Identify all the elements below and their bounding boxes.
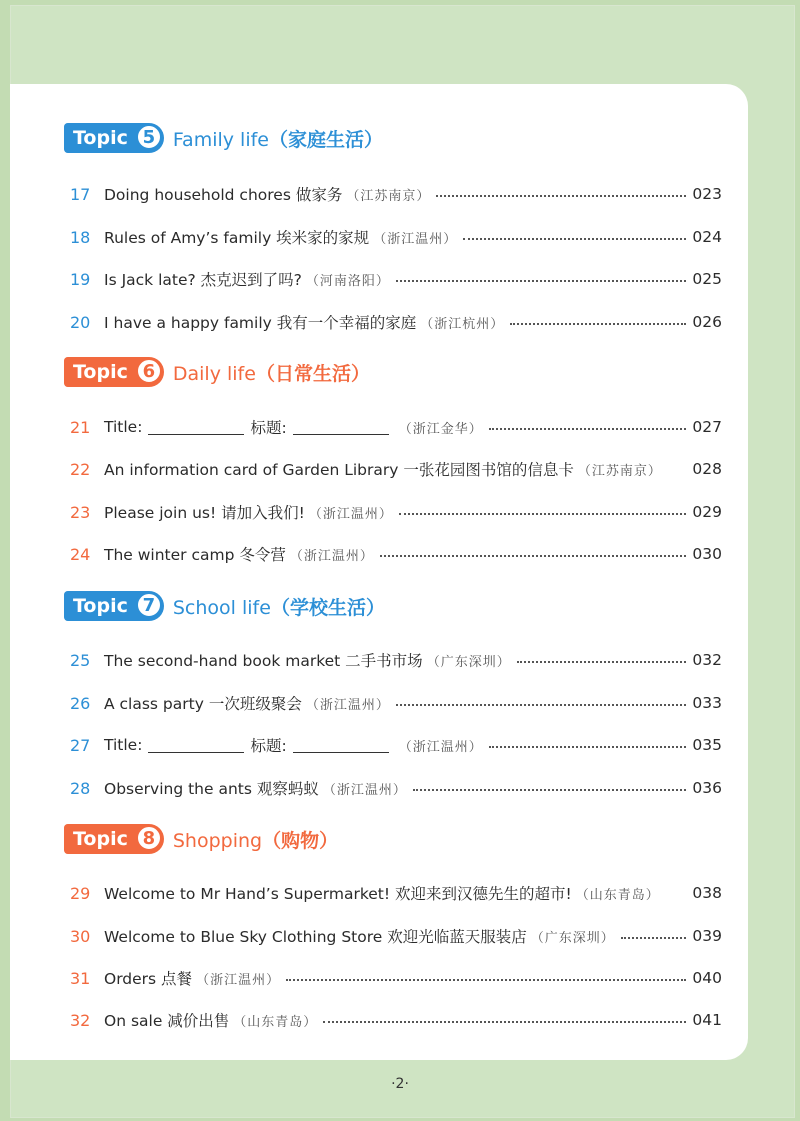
entry-location: （浙江温州） [289,548,374,564]
toc-entry-22[interactable] [70,456,722,482]
entry-title: Welcome to Mr Hand’s Supermarket! 欢迎来到汉德先生的超市! [104,885,572,903]
entry-number: 26 [70,693,91,713]
entry-location: （山东青岛） [233,1014,318,1030]
entry-location: （河南洛阳） [305,273,390,289]
entry-number: 21 [70,417,91,437]
entry-number: 24 [70,544,91,564]
topic-badge [64,591,164,621]
dot-leader [463,238,686,240]
toc-entry-29[interactable] [70,880,722,906]
toc-entry-17[interactable] [70,181,722,207]
entry-number: 20 [70,312,91,332]
entry-location: （浙江温州） [308,506,393,522]
topic-label: Topic [73,361,128,383]
toc-entry-27[interactable] [70,732,722,758]
topic-8-header [64,822,338,856]
dot-leader [489,746,687,748]
topic-title-en: Family life [172,128,269,151]
toc-entry-20[interactable] [70,309,722,335]
toc-entry-25[interactable] [70,647,722,673]
topic-title [173,125,383,152]
entry-title: A class party 一次班级聚会 [104,695,302,713]
title-blank-cn[interactable] [293,738,389,753]
entry-page: 024 [692,228,722,246]
entry-location: （浙江杭州） [420,316,505,332]
topic-6-header [64,355,370,389]
entry-title: Please join us! 请加入我们! [104,504,305,522]
entry-number: 28 [70,778,91,798]
dot-leader [489,428,687,430]
toc-entry-31[interactable] [70,965,722,991]
entry-page: 038 [692,884,722,902]
toc-entry-28[interactable] [70,775,722,801]
page-number: ·2· [391,1076,409,1092]
title-blank[interactable] [148,420,244,435]
entry-title-prefix-cn: 标题: [250,419,287,437]
dot-leader [621,937,687,939]
entry-title: An information card of Garden Library 一张花园图书馆的信息卡 [104,461,574,479]
topic-badge [64,357,164,387]
title-blank[interactable] [148,738,244,753]
entry-page: 030 [692,545,722,563]
entry-location: （山东青岛） [575,887,660,903]
toc-entry-21[interactable] [70,414,722,440]
dot-leader [396,704,687,706]
topic-title-cn: （购物） [262,829,339,852]
entry-number: 27 [70,735,91,755]
entry-page: 040 [692,969,722,987]
toc-entry-32[interactable] [70,1007,722,1033]
toc-entry-18[interactable] [70,224,722,250]
topic-title [173,593,385,620]
entry-page: 023 [692,185,722,203]
entry-page: 041 [692,1011,722,1029]
entry-title: Welcome to Blue Sky Clothing Store 欢迎光临蓝天服装店 [104,928,527,946]
dot-leader [436,195,686,197]
toc-entry-30[interactable] [70,923,722,949]
entry-title: Observing the ants 观察蚂蚁 [104,780,319,798]
entry-title: The second-hand book market 二手书市场 [104,652,423,670]
entry-title-prefix: Title: [104,418,143,436]
entry-title: I have a happy family 我有一个幸福的家庭 [104,314,417,332]
topic-number: 5 [136,124,162,150]
entry-title: Rules of Amy’s family 埃米家的家规 [104,229,370,247]
entry-page: 036 [692,779,722,797]
topic-title-en: Shopping [172,829,263,852]
title-blank-cn[interactable] [293,420,389,435]
toc-entry-26[interactable] [70,690,722,716]
dot-leader [286,979,686,981]
entry-location: （江苏南京） [577,463,662,479]
entry-title-prefix-cn: 标题: [250,737,287,755]
topic-title [173,359,370,386]
entry-location: （广东深圳） [530,930,615,946]
topic-label: Topic [73,127,128,149]
topic-badge [64,824,164,854]
entry-page: 028 [692,460,722,478]
topic-title-cn: （家庭生活） [269,128,384,151]
entry-number: 22 [70,459,91,479]
topic-title-cn: （日常生活） [255,362,370,385]
topic-title [173,826,338,853]
topic-label: Topic [73,828,128,850]
toc-entry-24[interactable] [70,541,722,567]
entry-title: The winter camp 冬令营 [104,546,286,564]
topic-5-header [64,121,383,155]
entry-number: 17 [70,184,91,204]
entry-location: （浙江温州） [398,739,483,755]
entry-page: 039 [692,927,722,945]
topic-title-cn: （学校生活） [270,596,385,619]
entry-location: （广东深圳） [426,654,511,670]
toc-entry-19[interactable] [70,266,722,292]
dot-leader [399,513,687,515]
topic-title-en: Daily life [172,362,256,385]
entry-page: 035 [692,736,722,754]
dot-leader [323,1021,686,1023]
entry-number: 30 [70,926,91,946]
topic-7-header [64,589,385,623]
topic-number: 6 [136,358,162,384]
entry-number: 25 [70,650,91,670]
entry-number: 19 [70,269,91,289]
entry-page: 027 [692,418,722,436]
entry-title-prefix: Title: [104,736,143,754]
entry-location: （浙江温州） [196,972,281,988]
entry-location: （浙江金华） [398,421,483,437]
topic-title-en: School life [172,596,271,619]
entry-page: 025 [692,270,722,288]
entry-title: On sale 减价出售 [104,1012,230,1030]
entry-location: （浙江温州） [322,782,407,798]
dot-leader [510,323,686,325]
entry-page: 026 [692,313,722,331]
entry-number: 23 [70,502,91,522]
entry-title: Doing household chores 做家务 [104,186,343,204]
entry-page: 033 [692,694,722,712]
entry-title: Is Jack late? 杰克迟到了吗? [104,271,302,289]
dot-leader [517,661,687,663]
entry-number: 29 [70,883,91,903]
dot-leader [380,555,687,557]
dot-leader [413,789,687,791]
entry-number: 32 [70,1010,91,1030]
entry-page: 029 [692,503,722,521]
topic-number: 7 [136,592,162,618]
topic-number: 8 [136,825,162,851]
entry-title: Orders 点餐 [104,970,193,988]
entry-number: 18 [70,227,91,247]
toc-entry-23[interactable] [70,499,722,525]
dot-leader [396,280,687,282]
entry-page: 032 [692,651,722,669]
entry-location: （浙江温州） [305,697,390,713]
entry-location: （江苏南京） [346,188,431,204]
topic-label: Topic [73,595,128,617]
entry-number: 31 [70,968,91,988]
topic-badge [64,123,164,153]
entry-location: （浙江温州） [373,231,458,247]
